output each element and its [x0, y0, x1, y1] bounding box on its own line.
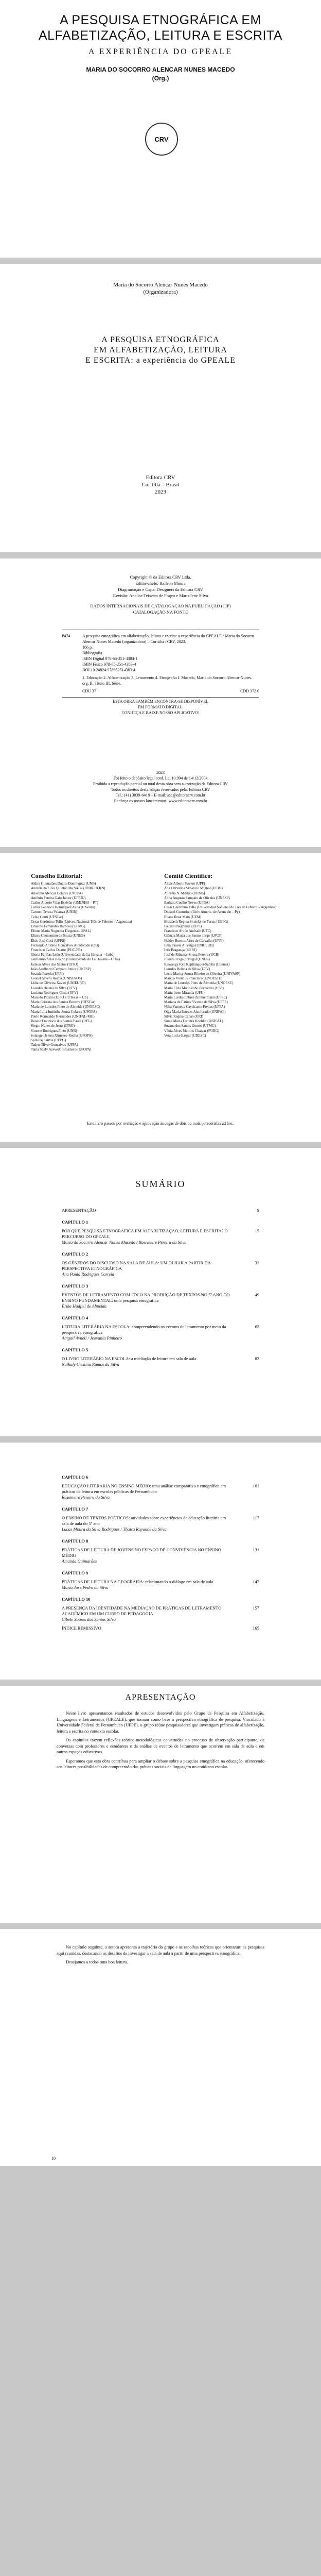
- board-left-column: [31, 874, 157, 1053]
- board-member: Kilwangy Kya Kapitango-a-Samba (Unemat): [164, 962, 230, 967]
- title-line-2: EM ALFABETIZAÇÃO, LEITURA: [94, 346, 227, 354]
- copyright-block: [62, 574, 259, 615]
- board-member: Tania Suely Azevedo Brasileiro (UFOPA): [31, 1047, 92, 1052]
- publisher-city: Curitiba – Brasil: [141, 482, 180, 488]
- title-organizer-role: (Organizadora): [143, 289, 178, 295]
- toc-author: Ana Paula Rodrigues Correia: [62, 1272, 114, 1277]
- catalog-bibliography: Bibliografia: [82, 651, 102, 655]
- board-columns: [31, 874, 290, 1053]
- toc-title: ÍNDICE REMISSIVO: [62, 1625, 101, 1631]
- board-member: Andréia da Silva Quintanilha Sousa (UNIR/UFRN): [31, 886, 105, 891]
- cover-organizer: MARIA DO SOCORRO ALENCAR NUNES MACEDO: [86, 66, 235, 73]
- board-member: Celso Conti (UFSCar): [31, 914, 63, 919]
- apresentacao-text-continued: [57, 1944, 264, 1969]
- board-member: Lucia Marisy Souza Ribeiro de Oliveira (UNIVASF): [164, 972, 241, 976]
- board-member: Antônio Pereira Gaio Júnior (UFRRJ): [31, 895, 86, 900]
- apresentacao-heading: APRESENTAÇÃO: [125, 1693, 196, 1702]
- board-member: Marcelo Paixão (UFRJ e UTexas – US): [31, 995, 88, 1000]
- board-member: Lídia de Oliveira Xavier (UNIEURO): [31, 981, 86, 986]
- toc-title: PRÁTICAS DE LEITURA DE JOVENS NO ESPAÇO DE CONVIVÊNCIA NO ENSINO MÉDIO: [62, 1547, 221, 1558]
- board-member: Francisco Carlos Duarte (PUC-PR): [31, 948, 82, 953]
- toc-page-number: 9: [257, 1208, 259, 1213]
- title-line-3: E ESCRITA: a experiência do GPEALE: [85, 356, 236, 365]
- toc-author: Lucas Moura da Silva Rodrigues / Thaisa Rayanne da Silva: [62, 1527, 167, 1532]
- toc-chapter-label: CAPÍTULO 1: [62, 1219, 88, 1225]
- toc-page-number: 49: [255, 1292, 259, 1297]
- contact-rights: Todos os direitos desta edição reservados pela: Editora CRV: [111, 787, 210, 792]
- board-member: Sonia Maria Ferreira Koehler (UNISAL): [164, 1019, 223, 1024]
- toc-author: Érika Hadjiel de Almeida: [62, 1303, 106, 1309]
- toc-title: LEITURA LITERÁRIA NA ESCOLA: compreendendo os eventos de letramento por meio da perspectiva etnográfica: [62, 1324, 226, 1335]
- sumario-heading: SUMÁRIO: [135, 1179, 186, 1189]
- contact-block: [51, 770, 270, 804]
- toc-page-number: 83: [255, 1356, 259, 1361]
- title-organizer-block: [0, 281, 321, 296]
- publisher-block: [0, 474, 321, 496]
- page-number: 10: [51, 2156, 56, 2161]
- digital-note-line-1: ESTA OBRA TAMBÉM ENCONTRA-SE DISPONÍVEL: [113, 699, 208, 704]
- copyright-page: [0, 558, 321, 847]
- toc-title: A PRESENÇA DA IDENTIDADE NA MEDIAÇÃO DE PRÁTICAS DE LETRAMENTO ACADÊMICO EM UM CURSO DE PEDAGOGIA: [62, 1605, 222, 1616]
- board-member: Guillermo Arias Beatón (Universidade de La Havana – Cuba): [31, 957, 120, 962]
- board-member: Maria de Lourdes Pinto de Almeida (UNOESC): [164, 981, 234, 986]
- toc-author: Rosemeire Pereira da Silva: [62, 1495, 110, 1500]
- board-member: Anna Augusta Sampaio de Oliveira (UNESP): [164, 895, 230, 900]
- toc-chapter-label: CAPÍTULO 10: [62, 1597, 91, 1602]
- board-member: Lourdes Helena da Silva (UFV): [164, 967, 210, 971]
- board-member: Olga Maria Esteves Alcoforado (UNIFAP): [164, 1009, 226, 1014]
- revision-line: Revisão: Analise Teixeira de Fogeo e Marisilene Silva: [113, 593, 208, 598]
- toc-author: Amanda Guimarães: [62, 1558, 97, 1564]
- digital-note-line-3: CONHEÇA E BAIXE NOSSO APLICATIVO!: [121, 710, 200, 715]
- toc-entry[interactable]: [62, 1347, 259, 1367]
- contact-year: 2023: [156, 770, 165, 775]
- board-member: Inês Bragança (UERJ): [164, 948, 197, 953]
- toc-page-number: 15: [255, 1228, 259, 1233]
- digital-note-line-2: EM FORMATO DIGITAL.: [138, 705, 183, 709]
- toc-chapter-label: CAPÍTULO 5: [62, 1347, 88, 1352]
- toc-chapter-label: CAPÍTULO 6: [62, 1475, 88, 1480]
- apresentacao-page: [0, 1686, 321, 1923]
- title-block: [51, 335, 270, 366]
- title-line-1: A PESQUISA ETNOGRÁFICA: [101, 335, 220, 344]
- sumario-continued-page: [0, 1443, 321, 1680]
- toc-title: OS GÊNEROS DO DISCURSO NA SALA DE AULA: UM OLHAR A PARTIR DA PERSPECTIVA ETNOGRÁFICA: [62, 1260, 211, 1271]
- board-right-column: [164, 874, 290, 1053]
- board-member: Carlos Federico Dominguez Avila (Unieuro): [31, 905, 95, 910]
- toc-entry[interactable]: [62, 1538, 259, 1564]
- catalog-isbn-print: ISBN Físico 978-65-251-4383-4: [82, 662, 136, 667]
- toc-chapter-label: CAPÍTULO 9: [62, 1570, 88, 1575]
- board-member: Gloria Fariñas León (Universidade de La Havana – Cuba): [31, 953, 115, 957]
- board-member: Diosnel Centurion (Univ Americ. de Asunción – Py): [164, 910, 240, 914]
- board-member: Vânia Alves Martins Chaigar (FURG): [164, 1028, 219, 1033]
- toc-list: [62, 1205, 259, 1367]
- cover-subtitle: A EXPERIÊNCIA DO GPEALE: [88, 47, 233, 56]
- toc-title: POR QUE PESQUISA ETNOGRÁFICA EM ALFABETIZAÇÃO, LEITURA E ESCRITA? O PERCURSO DO GPEALE: [62, 1228, 228, 1239]
- toc-page-number: 117: [253, 1515, 259, 1520]
- apresentacao-paragraph: Neste livro apresentamos resultados de estudos desenvolvidos pelo Grupo de Pesquisa em Alfabetização, Linguagens e Letramentos (GPEALE), que tomam como base a perspectiva etnográfica de pesquisa. Vinculado à Universidade Federal de Pernambuco (UFPE), o grupo reúne pesquisadores que investigam práticas de alfabetização, leitura e escrita no contexto escolar.: [57, 1710, 264, 1734]
- toc-entry[interactable]: [62, 1219, 259, 1245]
- board-member: José de Ribamar Sousa Pereira (UCB): [164, 953, 220, 957]
- toc-title: EDUCAÇÃO LITERÁRIA NO ENSINO MÉDIO: uma análise comparativa e etnográfica em práticas de leitura em escolas públicas de Pernambuco: [62, 1483, 226, 1494]
- toc-entry[interactable]: [62, 1475, 259, 1500]
- board-member: Mariana de Fátima Vicente da Silva (UFPE): [164, 1000, 228, 1005]
- board-member: Jailson Alves dos Santos (UFRJ): [31, 962, 78, 967]
- board-member: Altair Alberto Fávero (UPF): [164, 882, 205, 886]
- catalog-doi: DOI 10.24824/978652514383.4: [82, 668, 135, 672]
- apresentacao-text: [57, 1710, 264, 1773]
- board-member: Aldira Guimarães Duarte Domínguez (UNB): [31, 882, 96, 886]
- board-member: Cesar Gerónimo Tello (Univer. Nacional Três de Febrero – Argentina): [31, 919, 132, 924]
- toc-chapter-label: CAPÍTULO 7: [62, 1506, 88, 1512]
- toc-entry[interactable]: [62, 1570, 259, 1590]
- publisher-logo: [145, 123, 178, 156]
- toc-author: Maria José Pedro da Silva: [62, 1585, 109, 1590]
- toc-list-continued: [62, 1468, 259, 1631]
- cover-title-line-1: A PESQUISA ETNOGRÁFICA EM: [60, 13, 261, 27]
- catalog-pages: 166 p.: [82, 645, 93, 650]
- apresentacao-paragraph: Desejamos a todos uma boa leitura.: [66, 1959, 128, 1964]
- board-member: Fernando Antônio Gonçalves Alcoforado (IPB): [31, 943, 99, 947]
- board-member: Leonel Severo Rocha (UNISINOS): [31, 976, 82, 981]
- board-member: Maria Eliza Mattosinho Bernardes (USP): [164, 986, 224, 990]
- toc-title: O LIVRO LITERÁRIO NA ESCOLA: a mediação de leitura em sala de aula: [62, 1356, 197, 1361]
- board-member: Élsio José Corá (UFFS): [31, 938, 65, 943]
- editorial-board-page: [0, 853, 321, 1142]
- toc-entry[interactable]: [62, 1597, 259, 1622]
- board-member: Renato Francisco dos Santos Paula (UFG): [31, 1019, 92, 1024]
- board-member: Lourdes Helena da Silva (UFV): [31, 986, 77, 990]
- board-member: Carlos Alberto Vilar Estêvão (UMINHO – PT): [31, 901, 98, 905]
- copyright-line: Copyright © da Editora CRV Ltda.: [130, 574, 191, 580]
- cover-page: [0, 0, 321, 258]
- catalog-record: [62, 630, 259, 698]
- toc-author: Cibele Soares dos Santos Silva: [62, 1617, 116, 1622]
- board-member: Cesar Gerónimo Tello (Universidad Nacional de Três de Febrero – Argentina): [164, 905, 277, 910]
- editor-line: Editor-chefe: Railson Moura: [135, 581, 186, 586]
- board-member: Tadeu Oliver Gonçalves (UFPA): [31, 1043, 78, 1047]
- toc-author: Abigail Avnell / Jeovania Pinheiro: [62, 1335, 122, 1341]
- toc-page-number: 65: [255, 1324, 259, 1329]
- board-member: Elione Maria Nogueira Diogenes (UFAL): [31, 929, 91, 934]
- board-member: Sérgio Nunes de Jesus (IFRO): [31, 1024, 75, 1028]
- catalog-cdd: CDD 372.6: [240, 689, 259, 693]
- toc-title: O ENSINO DE TEXTOS POÉTICOS: atividades sobre experiências de educação literária em sala de aula do 5º ano: [62, 1515, 226, 1526]
- toc-chapter-label: CAPÍTULO 2: [62, 1251, 88, 1257]
- board-member: Maria Lurdes Lebres Zimmermann (UFSC): [164, 995, 227, 1000]
- toc-entry[interactable]: [62, 1315, 259, 1341]
- toc-page-number: 157: [253, 1605, 259, 1611]
- toc-author: Maria do Socorro Alencar Nunes Macedo / Rosemeire Pereira da Silva: [62, 1240, 187, 1245]
- board-member: Luciano Rodrigues Costa (UFV): [31, 990, 78, 995]
- board-member: Vera Lucia Gaspar (UDESC): [164, 1033, 206, 1038]
- board-member: Simone Rodrigues Pinto (UNB): [31, 1028, 77, 1033]
- toc-page-number: 165: [253, 1625, 259, 1631]
- toc-entry[interactable]: [62, 1283, 259, 1309]
- toc-author: Nathaly Cristina Ramos da Silva: [62, 1362, 119, 1367]
- toc-entry[interactable]: [62, 1251, 259, 1277]
- toc-chapter-label: CAPÍTULO 3: [62, 1283, 88, 1289]
- board-left-title: Conselho Editorial:: [31, 872, 83, 879]
- toc-chapter-label: CAPÍTULO 4: [62, 1315, 88, 1320]
- apresentacao-continued-page: [0, 1929, 321, 2166]
- toc-page-number: 33: [255, 1260, 259, 1265]
- board-member: Maria Irene Miranda (UFU): [164, 990, 205, 995]
- board-note: Este livro passou por avaliação e aprovação às cegas de dois ou mais pareceristas ad hoc.: [87, 1121, 234, 1126]
- board-member: Silvia Regina Canan (URI): [164, 1014, 204, 1019]
- board-member: João Adalberto Campato Junior (UNESP): [31, 967, 92, 971]
- publisher-name: Editora CRV: [146, 474, 175, 481]
- apresentacao-paragraph: Esperamos que esta obra contribua para ampliar o debate sobre a pesquisa etnográfica na educação, oferecendo aos leitores possibilidades de compreensão das práticas sociais de linguagem no cotidiano escolar.: [57, 1758, 264, 1769]
- cover-title-line-2: ALFABETIZAÇÃO, LEITURA E ESCRITA: [39, 28, 282, 43]
- cip-heading: DADOS INTERNACIONAIS DE CATALOGAÇÃO NA PUBLICAÇÃO (CIP): [90, 603, 231, 608]
- toc-entry[interactable]: [62, 1625, 259, 1631]
- toc-entry[interactable]: [62, 1506, 259, 1532]
- board-member: Suzana dos Santos Gomes (UFMG): [164, 1024, 216, 1028]
- board-member: Maria Cristina dos Santos Bezerra (UFSCar): [31, 1000, 96, 1005]
- cip-subheading: CATALOGAÇÃO NA FONTE: [133, 609, 188, 615]
- publisher-year: 2023: [155, 489, 166, 495]
- toc-page-number: 147: [253, 1579, 259, 1584]
- title-page: [0, 264, 321, 552]
- toc-entry[interactable]: [62, 1208, 259, 1213]
- apresentacao-paragraph: Os capítulos trazem reflexões teórico-metodológicas construídas no processo de observação participante, de conversas com professores e estudantes e da análise de eventos de letramento que ocorrem em sala de aula e em outros espaços educativos.: [57, 1737, 264, 1754]
- cover-title: [31, 12, 290, 43]
- catalog-isbn-digital: ISBN Digital 978-65-251-4384-1: [82, 656, 138, 661]
- toc-page-number: 101: [253, 1483, 259, 1488]
- toc-title: EVENTOS DE LETRAMENTO COM FOCO NA PRODUÇÃO DE TEXTOS NO 5º ANO DO ENSINO FUNDAMENTAL: uma pesquisa etnográfica: [62, 1292, 230, 1303]
- catalog-subjects: 1. Educação 2. Alfabetização 3. Letramento 4. Etnografia I. Macedo, Maria do Socorro Alencar Nunes. org. II. Título III. Série.: [82, 675, 252, 686]
- apresentacao-paragraph: No capítulo seguinte, a autora apresenta a trajetória do grupo e as escolhas teóricas que orientaram as pesquisas aqui reunidas, destacando os desafios de investigar a sala de aula a partir de uma perspectiva etnográfica.: [57, 1944, 264, 1956]
- board-member: Ilma Passos A. Veiga (UNICEUB): [164, 943, 214, 947]
- board-member: Gláucia Maria dos Santos Jorge (UFOP): [164, 934, 223, 938]
- sumario-page: [0, 1148, 321, 1436]
- board-member: Maria de Lourdes Pinto de Almeida (UNOESC): [31, 1005, 100, 1009]
- board-member: Solange Helena Ximenes-Rocha (UFOPA): [31, 1033, 93, 1038]
- logo-text: CRV: [154, 135, 169, 143]
- toc-title: PRÁTICAS DE LEITURA NA GEOGRAFIA: relacionando o diálogo em sala de aula: [62, 1579, 213, 1584]
- contact-site: Conheça os nossos lançamentos: www.editoracrv.com.br: [114, 799, 207, 803]
- board-member: Elizabeth Regina Streisky de Farias (UEPG): [164, 919, 228, 924]
- board-member: Francisco Ari de Andrade (UFC): [164, 929, 211, 934]
- contact-phone: Tel.: (41) 3039-6418 – E-mail: sac@editoracrv.com.br: [115, 793, 206, 798]
- board-member: Elizeu Clementino de Souza (UNEB): [31, 934, 85, 938]
- board-member: Eliane Rose Maio (UEM): [164, 914, 202, 919]
- board-member: Carmen Tereza Velanga (UNIR): [31, 910, 78, 914]
- board-member: Fauston Negreiros (UFPI): [164, 924, 202, 929]
- contact-prohibited: Proibida a reprodução parcial ou total desta obra sem autorização da Editora CRV: [93, 782, 228, 786]
- board-member: Eduardo Fernandes Barbosa (UFMG): [31, 924, 85, 929]
- board-member: Ana Chrystina Venancio Mignot (UERJ): [164, 886, 223, 891]
- board-member: Maria Lília Imbiriba Sousa Colares (UFOPA): [31, 1009, 97, 1014]
- board-member: Barbara Coelho Neves (UFBA): [164, 901, 210, 905]
- board-right-title: Comitê Científico:: [164, 872, 213, 879]
- contact-legal: Foi feito o depósito legal conf. Lei 10.994 de 14/12/2004: [113, 776, 208, 781]
- board-member: Andréia N. Militão (UEMS): [164, 891, 205, 895]
- toc-chapter-label: CAPÍTULO 8: [62, 1538, 88, 1544]
- design-line: Diagramação e Capa: Designers da Editora CRV: [118, 587, 203, 592]
- cover-organizer-role: (Org.): [152, 75, 169, 82]
- toc-page-number: 131: [253, 1547, 259, 1552]
- catalog-code: P474: [62, 634, 70, 638]
- board-member: Anselmo Alencar Colares (UFOPA): [31, 891, 83, 895]
- title-organizer-name: Maria do Socorro Alencar Nunes Macedo: [113, 282, 208, 288]
- board-member: Paulo Romualdo Hernandes (UNIFAL-MG): [31, 1014, 95, 1019]
- catalog-cdu: CDU 37: [82, 689, 96, 693]
- catalog-description: A pesquisa etnográfica em alfabetização, leitura e escrita: a experiência do GPEALE / Maria do Socorro Alencar Nunes Macedo (organizadora) – Curitiba : CRV, 2023.: [82, 634, 254, 644]
- digital-note: [51, 699, 270, 716]
- board-member: Jussara Fraga Portugal (UNEB): [164, 957, 210, 962]
- board-member: Helder Buenos Aires de Carvalho (UFPI): [164, 938, 224, 943]
- board-member: Nilsa Vannetta Cavalcante Freitas (UFPA): [164, 1005, 225, 1009]
- board-member: Marcos Vinicius Francisco (UNOESTE): [164, 976, 223, 981]
- toc-title: APRESENTAÇÃO: [62, 1208, 96, 1213]
- board-member: Josania Portela (UFPI): [31, 972, 64, 976]
- board-member: Sydione Santos (UEPG): [31, 1038, 66, 1042]
